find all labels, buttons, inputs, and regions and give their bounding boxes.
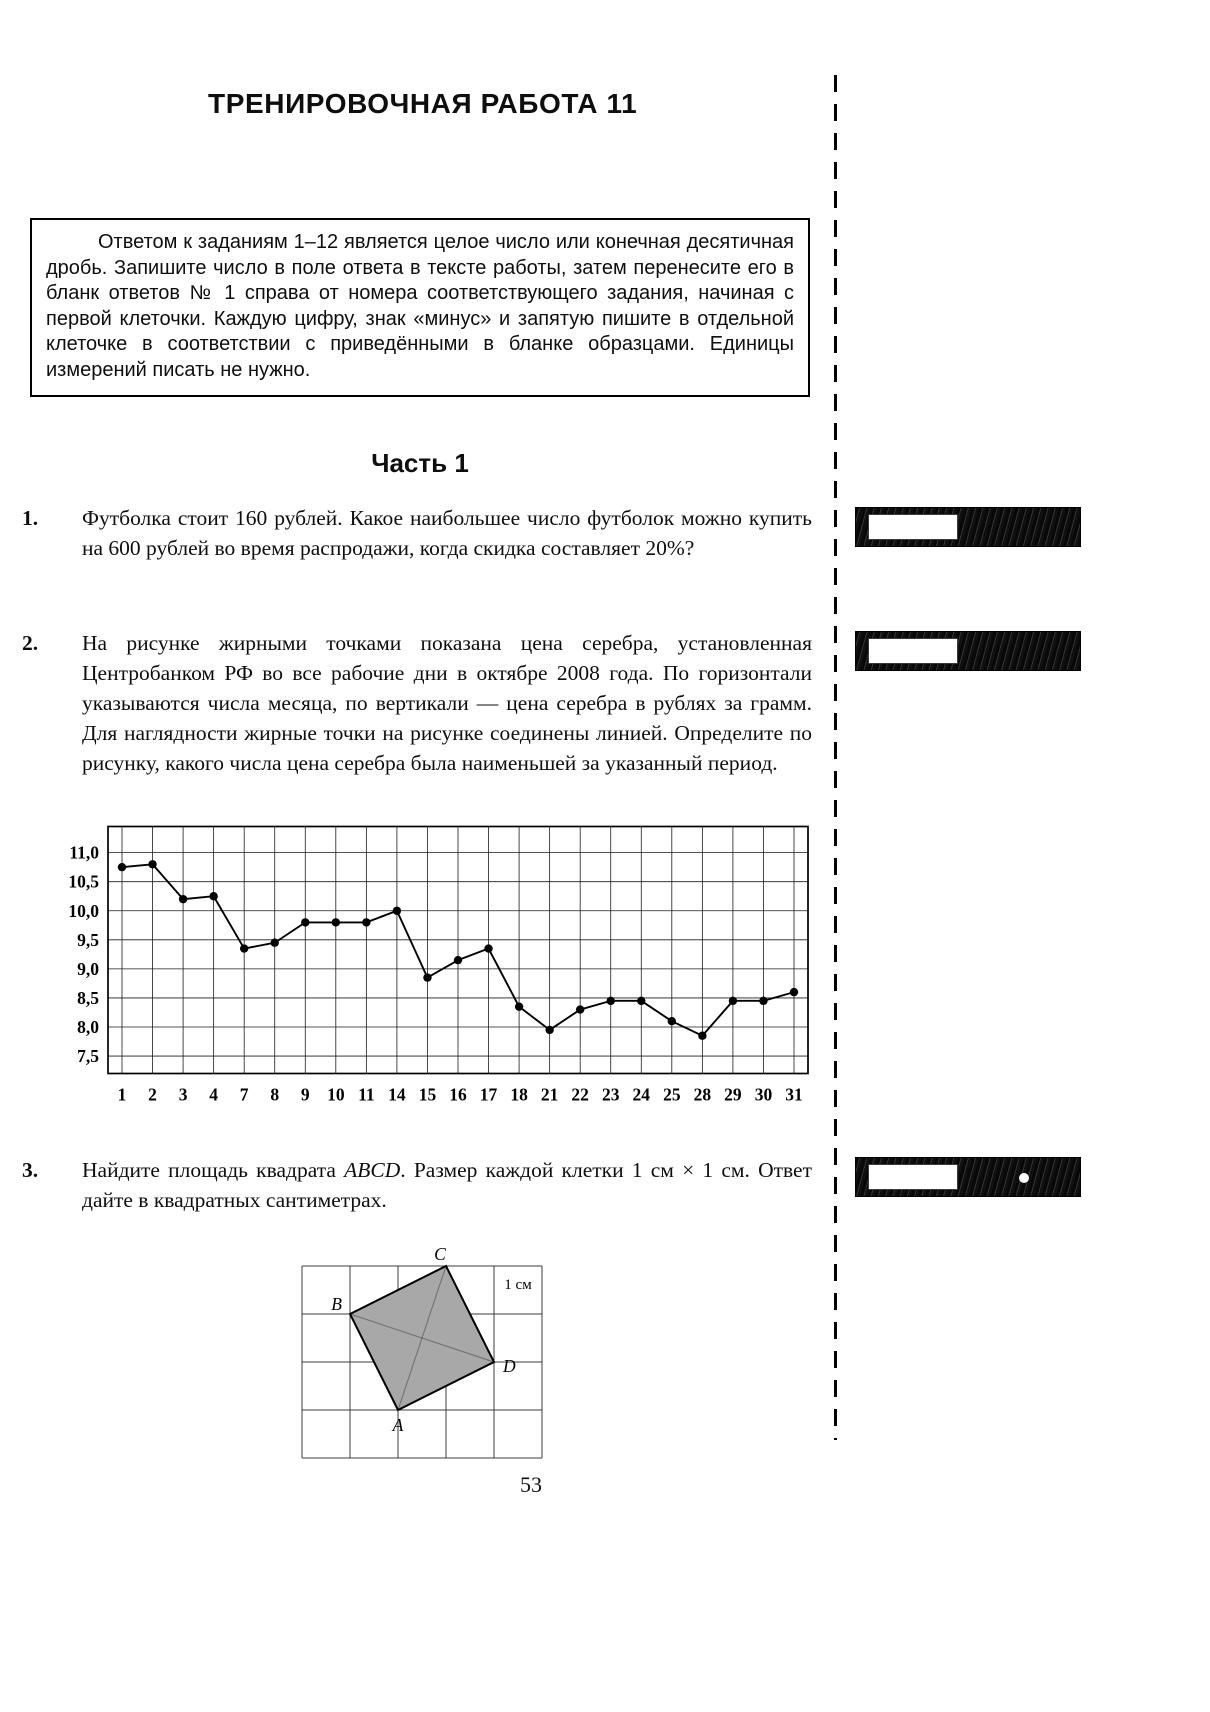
svg-text:9,0: 9,0: [77, 958, 99, 979]
svg-text:15: 15: [418, 1084, 437, 1105]
svg-text:4: 4: [209, 1084, 219, 1105]
problem-2: [22, 628, 812, 778]
svg-text:8,0: 8,0: [77, 1017, 99, 1038]
problem-1-text: Футболка стоит 160 рублей. Какое наибольшее число футболок можно купить на 600 рублей во время распродажи, когда скидка составляет 20%?: [82, 506, 812, 560]
svg-text:11: 11: [358, 1084, 375, 1105]
instructions-text: Ответом к заданиям 1–12 является целое число или конечная десятичная дробь. Запишите число в поле ответа в тексте работы, затем перенесите его в бланк ответов № 1 справа от номера соответствующего задания, начиная с первой клеточки. Каждую цифру, знак «минус» и запятую пишите в отдельной клеточке в соответствии с приведёнными в бланке образцами. Единицы измерений писать не нужно.: [46, 231, 794, 381]
svg-text:18: 18: [510, 1084, 528, 1105]
svg-text:17: 17: [479, 1084, 498, 1105]
svg-text:3: 3: [178, 1084, 188, 1105]
problem-2-number: 2.: [22, 631, 39, 655]
svg-text:1: 1: [117, 1084, 127, 1105]
svg-text:11,0: 11,0: [69, 842, 99, 863]
part-heading: Часть 1: [371, 448, 469, 478]
svg-text:30: 30: [754, 1084, 773, 1105]
silver-price-chart: [50, 815, 820, 1110]
svg-text:29: 29: [724, 1084, 742, 1105]
problem-3-text: [82, 1155, 812, 1215]
instructions-box: [30, 218, 810, 397]
svg-text:28: 28: [693, 1084, 712, 1105]
svg-text:8,5: 8,5: [77, 987, 99, 1008]
svg-text:23: 23: [601, 1084, 620, 1105]
problem-3: [22, 1155, 812, 1215]
svg-text:7,5: 7,5: [77, 1046, 99, 1067]
svg-text:2: 2: [148, 1084, 157, 1105]
svg-text:24: 24: [632, 1084, 651, 1105]
answer-input-box-3[interactable]: [868, 1164, 958, 1190]
svg-text:A: A: [392, 1415, 404, 1435]
svg-text:1 см: 1 см: [504, 1277, 532, 1293]
svg-text:C: C: [434, 1244, 446, 1264]
square-figure: [290, 1244, 550, 1470]
svg-text:14: 14: [388, 1084, 406, 1105]
square-figure-svg: [290, 1244, 550, 1470]
problem-1: [22, 503, 812, 563]
answer-input-box-2[interactable]: [868, 638, 958, 664]
problem-3-text-end: . Размер каждой клетки 1 см × 1 см. Ответ дайте в квадратных сантиметрах.: [82, 1158, 812, 1212]
problem-3-text-start: Найдите площадь квадрата: [82, 1158, 345, 1182]
problem-3-text-italic: ABCD: [344, 1158, 401, 1182]
svg-text:16: 16: [449, 1084, 467, 1105]
margin-dashed-divider: [834, 75, 837, 1440]
answer-input-box-1[interactable]: [868, 514, 958, 540]
answer-blank-3: [855, 1157, 1081, 1197]
svg-text:21: 21: [540, 1084, 559, 1105]
problem-2-text: На рисунке жирными точками показана цена серебра, установленная Центробанком РФ во все рабочие дни в октябре 2008 года. По горизонтали указываются числа месяца, по вертикали — цена серебра в рублях за грамм. Для наглядности жирные точки на рисунке соединены линией. Определите по рисунку, какого числа цена серебра была наименьшей за указанный период.: [82, 631, 812, 775]
answer-blank-2: [855, 631, 1081, 671]
page-number: 53: [520, 1472, 542, 1497]
price-chart-svg: [50, 815, 820, 1110]
svg-text:9: 9: [300, 1084, 310, 1105]
svg-text:D: D: [503, 1356, 516, 1376]
svg-text:10: 10: [327, 1084, 345, 1105]
scan-speck: [1019, 1173, 1029, 1183]
svg-text:B: B: [331, 1294, 342, 1314]
svg-text:25: 25: [663, 1084, 681, 1105]
svg-text:31: 31: [785, 1084, 803, 1105]
svg-text:10,0: 10,0: [68, 900, 99, 921]
problem-1-number: 1.: [22, 506, 39, 530]
page-title: ТРЕНИРОВОЧНАЯ РАБОТА 11: [208, 88, 638, 119]
svg-text:9,5: 9,5: [77, 929, 99, 950]
svg-text:10,5: 10,5: [68, 871, 99, 892]
svg-text:22: 22: [571, 1084, 589, 1105]
answer-blank-1: [855, 507, 1081, 547]
svg-text:8: 8: [270, 1084, 280, 1105]
problem-3-number: 3.: [22, 1158, 39, 1182]
svg-text:7: 7: [239, 1084, 249, 1105]
